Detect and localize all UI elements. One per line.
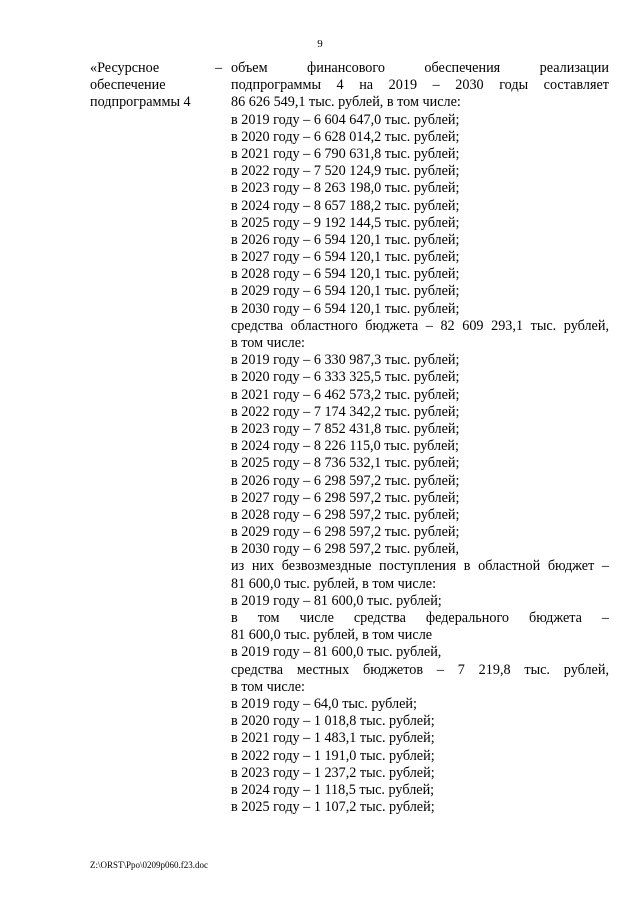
funding-line: средства местных бюджетов – 7 219,8 тыс. рублей, xyxy=(231,661,609,678)
page-number: 9 xyxy=(317,38,323,50)
funding-line: в 2019 году – 6 330 987,3 тыс. рублей; xyxy=(231,352,460,369)
funding-line: в 2029 году – 6 298 597,2 тыс. рублей; xyxy=(231,524,460,541)
funding-line: в 2019 году – 81 600,0 тыс. рублей; xyxy=(231,592,442,609)
funding-line: в 2022 году – 1 191,0 тыс. рублей; xyxy=(231,747,435,764)
file-path-footer: Z:\ORST\Ppo\0209p060.f23.doc xyxy=(90,860,209,870)
funding-line: в 2020 году – 6 628 014,2 тыс. рублей; xyxy=(231,128,460,145)
funding-line: в 2019 году – 64,0 тыс. рублей; xyxy=(231,695,417,712)
funding-text xyxy=(231,60,609,816)
funding-line: в 2022 году – 7 520 124,9 тыс. рублей; xyxy=(231,163,460,180)
funding-line: в 2025 году – 8 736 532,1 тыс. рублей; xyxy=(231,455,460,472)
funding-line: в 2025 году – 9 192 144,5 тыс. рублей; xyxy=(231,214,460,231)
funding-line: в 2029 году – 6 594 120,1 тыс. рублей; xyxy=(231,283,460,300)
funding-line: в 2024 году – 1 118,5 тыс. рублей; xyxy=(231,781,435,798)
funding-line: в 2019 году – 6 604 647,0 тыс. рублей; xyxy=(231,111,460,128)
funding-line: в том числе средства федерального бюджета – xyxy=(231,610,609,626)
section-dash: – xyxy=(215,60,223,76)
funding-line: в 2024 году – 8 657 188,2 тыс. рублей; xyxy=(231,197,460,214)
funding-line: в 2028 году – 6 594 120,1 тыс. рублей; xyxy=(231,266,460,283)
funding-line: в 2021 году – 6 462 573,2 тыс. рублей; xyxy=(231,386,460,403)
funding-line: в 2030 году – 6 298 597,2 тыс. рублей, xyxy=(231,541,460,558)
funding-line: в 2022 году – 7 174 342,2 тыс. рублей; xyxy=(231,403,460,420)
funding-line: в 2023 году – 8 263 198,0 тыс. рублей; xyxy=(231,180,460,197)
section-label-line: подпрограммы 4 xyxy=(90,94,191,111)
funding-line: в 2023 году – 1 237,2 тыс. рублей; xyxy=(231,764,435,781)
funding-line: в 2026 году – 6 298 597,2 тыс. рублей; xyxy=(231,472,460,489)
funding-line: в 2020 году – 1 018,8 тыс. рублей; xyxy=(231,713,435,730)
funding-line: в 2021 году – 1 483,1 тыс. рублей; xyxy=(231,730,435,747)
funding-line: из них безвозмездные поступления в областной бюджет – xyxy=(231,558,609,575)
funding-line: в том числе: xyxy=(231,678,305,695)
funding-line: в 2028 году – 6 298 597,2 тыс. рублей; xyxy=(231,506,460,523)
funding-line: 86 626 549,1 тыс. рублей, в том числе: xyxy=(231,94,461,111)
funding-line: в том числе: xyxy=(231,335,305,351)
funding-line: 81 600,0 тыс. рублей, в том числе xyxy=(231,627,433,644)
funding-line: в 2027 году – 6 298 597,2 тыс. рублей; xyxy=(231,489,460,506)
section-label-line: обеспечение xyxy=(90,77,166,94)
funding-line: подпрограммы 4 на 2019 – 2030 годы составляет xyxy=(231,77,609,94)
funding-line: в 2024 году – 8 226 115,0 тыс. рублей; xyxy=(231,438,459,455)
funding-line: в 2023 году – 7 852 431,8 тыс. рублей; xyxy=(231,420,460,437)
section-label-line: «Ресурсное xyxy=(90,60,160,76)
funding-line: в 2021 году – 6 790 631,8 тыс. рублей; xyxy=(231,145,460,162)
funding-line: в 2026 году – 6 594 120,1 тыс. рублей; xyxy=(231,231,460,248)
funding-line: в 2030 году – 6 594 120,1 тыс. рублей; xyxy=(231,300,460,317)
funding-line: объем финансового обеспечения реализации xyxy=(231,60,609,76)
funding-line: в 2025 году – 1 107,2 тыс. рублей; xyxy=(231,799,435,816)
funding-line: 81 600,0 тыс. рублей, в том числе: xyxy=(231,575,437,592)
funding-line: в 2020 году – 6 333 325,5 тыс. рублей; xyxy=(231,369,460,386)
funding-line: в 2019 году – 81 600,0 тыс. рублей, xyxy=(231,644,442,661)
section-label xyxy=(90,60,215,112)
funding-line: средства областного бюджета – 82 609 293,1 тыс. рублей, xyxy=(231,317,609,334)
funding-line: в 2027 году – 6 594 120,1 тыс. рублей; xyxy=(231,249,460,266)
